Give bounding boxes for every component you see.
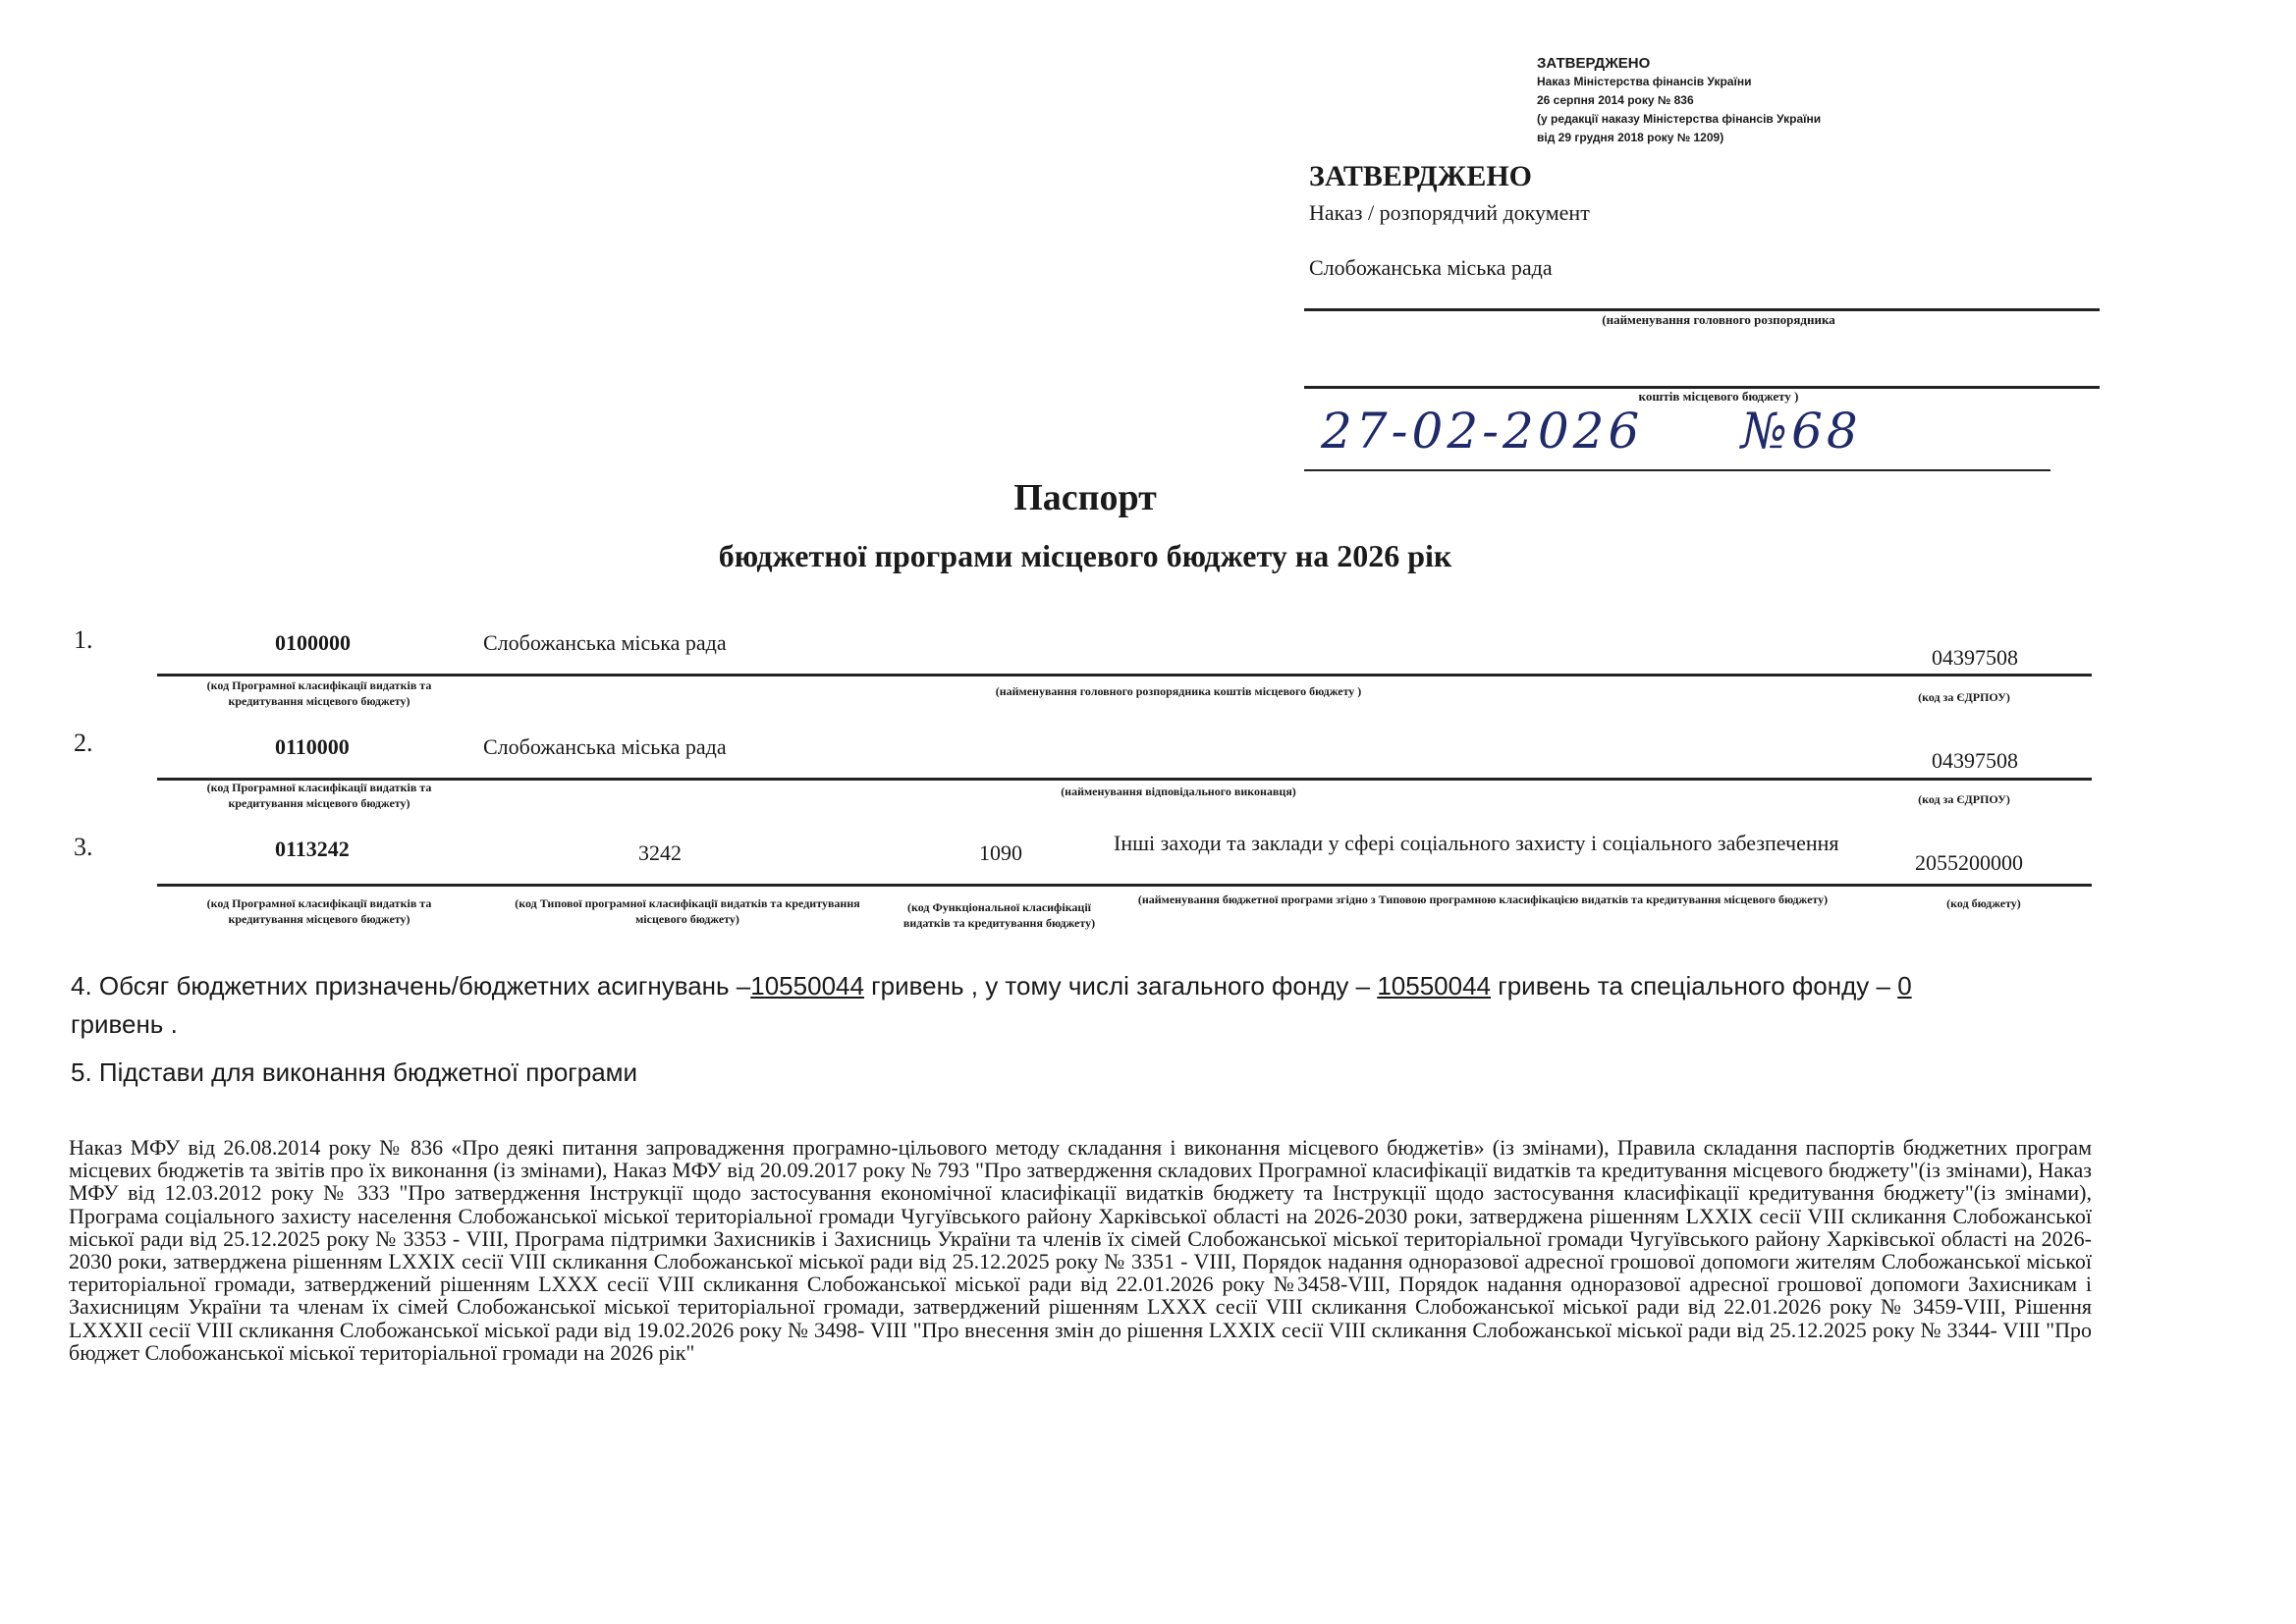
divider <box>157 884 2092 887</box>
divider <box>157 674 2092 677</box>
row-number: 3. <box>74 833 93 861</box>
functional-code: 1090 <box>979 840 1022 865</box>
section-5-title: 5. Підстави для виконання бюджетної програми <box>71 1057 638 1087</box>
caption-program-code: (код Програмної класифікації видатків та кредитування місцевого бюджету) <box>206 678 432 708</box>
section-4-suffix: гривень . <box>71 1009 178 1039</box>
typical-program-code: 3242 <box>638 840 682 865</box>
total-amount: 10550044 <box>750 971 864 1001</box>
program-code: 0113242 <box>275 837 350 861</box>
section-4-prefix: 4. Обсяг бюджетних призначень/бюджетних асигнувань – <box>71 971 751 1001</box>
special-fund-amount: 0 <box>1897 971 1912 1001</box>
manager-name: Слобожанська міська рада <box>483 630 727 655</box>
caption-manager-name: (найменування головного розпорядника коштів місцевого бюджету ) <box>995 684 1362 698</box>
caption-budget-code: (код бюджету) <box>1946 896 2021 910</box>
executor-name: Слобожанська міська рада <box>483 734 727 759</box>
caption-edrpou: (код за ЄДРПОУ) <box>1918 690 2010 704</box>
caption-executor-name: (найменування відповідального виконавця) <box>1061 785 1296 798</box>
budget-code: 2055200000 <box>1915 850 2023 875</box>
general-fund-amount: 10550044 <box>1377 971 1491 1001</box>
approval-caption: (найменування головного розпорядника <box>1602 312 1835 327</box>
row-number: 1. <box>74 625 93 654</box>
program-code: 0100000 <box>275 630 351 655</box>
stamp-line: 26 серпня 2014 року № 836 <box>1537 93 1694 107</box>
caption-program-code: (код Програмної класифікації видатків та кредитування місцевого бюджету) <box>206 896 432 926</box>
divider <box>1304 469 2050 471</box>
divider <box>1304 308 2100 311</box>
stamp-line: від 29 грудня 2018 року № 1209) <box>1537 131 1724 144</box>
handwritten-date-number: 27-02-2026 №68 <box>1321 403 1862 460</box>
caption-program-name: (найменування бюджетної програми згідно з Типовою програмною класифікацією видатків та кредитування місцевого бюджету) <box>1137 893 1829 906</box>
page-title: Паспорт <box>1013 477 1157 518</box>
section-4-text: гривень , у тому числі загального фонду – <box>863 971 1378 1001</box>
approval-org: Слобожанська міська рада <box>1309 255 1553 280</box>
section-5-body: Наказ МФУ від 26.08.2014 року № 836 «Про деякі питання запровадження програмно-цільового методу складання і виконання місцевого бюджетів» (із змінами), Правила складання паспортів бюджетних програм місцевих бюджетів та звітів про їх виконання (із змінами), Наказ МФУ від 20.09.2017 року № 793 "Про затвердження складових Програмної класифікації видатків та кредитування місцевого бюджету"(із змінами), Наказ МФУ від 12.03.2012 року № 333 "Про затвердження Інструкції щодо застосування економічної класифікації видатків бюджету та Інструкції щодо застосування класифікації кредитування бюджету"(із змінами), Програма соціального захисту населення Слобожанської міської територіальної громади Чугуївського району Харківської області на 2026-2030 роки, затверджена рішенням LXXIX сесії VIII скликання Слобожанської міської ради від 25.12.2025 року № 3353 - VIII, Програма підтримки Захисників і Захисниць України та членів їх сімей Слобожанської міської територіальної громади Чугуївського району Харківської області на 2026-2030 роки, затверджена рішенням LXXIX сесії VIII скликання Слобожанської міської ради від 25.12.2025 року № 3351 - VIII, Порядок надання одноразової адресної грошової допомоги жителям Слобожанської міської територіальної громади, затверджений рішенням LXXX сесії VIII скликання Слобожанської міської ради від 22.01.2026 року №3458-VIII, Порядок надання одноразової адресної грошової допомоги Захисникам і Захисницям України та членам їх сімей Слобожанської міської територіальної громади, затверджений рішенням LXXX сесії VIII скликання Слобожанської міської ради від 22.01.2026 року № 3459-VIII, Рішення LXXXII сесії VIII скликання Слобожанської міської ради від 19.02.2026 року № 3498- VIII "Про внесення змін до рішення LXXIX сесії VIII скликання Слобожанської міської ради від 25.12.2025 року № 3344- VIII "Про бюджет Слобожанської міської територіальної громади на 2026 рік" <box>69 1135 2092 1365</box>
section-4-text: гривень та спеціального фонду – <box>1491 971 1898 1001</box>
caption-edrpou: (код за ЄДРПОУ) <box>1918 792 2010 806</box>
edrpou-code: 04397508 <box>1932 645 2018 670</box>
caption-typical-code: (код Типової програмної класифікації видатків та кредитування місцевого бюджету) <box>515 896 860 926</box>
row-number: 2. <box>74 729 93 757</box>
approval-subtitle: Наказ / розпорядчий документ <box>1309 200 1590 225</box>
stamp-line: Наказ Міністерства фінансів України <box>1537 75 1752 88</box>
page-subtitle: бюджетної програми місцевого бюджету на 2026 рік <box>718 538 1452 573</box>
program-code: 0110000 <box>275 734 350 759</box>
program-name: Інші заходи та заклади у сфері соціального захисту і соціального забезпечення <box>1114 831 1839 855</box>
caption-functional-code: (код Функціональної класифікації видатків та кредитування бюджету) <box>902 900 1096 930</box>
stamp-line: (у редакції наказу Міністерства фінансів України <box>1537 112 1822 126</box>
official-stamp <box>1537 54 1890 147</box>
section-4-budget-volume <box>71 967 2094 1044</box>
approval-title: ЗАТВЕРДЖЕНО <box>1309 160 1532 192</box>
stamp-title: ЗАТВЕРДЖЕНО <box>1537 55 1651 72</box>
caption-program-code: (код Програмної класифікації видатків та кредитування місцевого бюджету) <box>206 781 432 810</box>
approval-caption: коштів місцевого бюджету ) <box>1638 389 1799 404</box>
edrpou-code: 04397508 <box>1932 748 2018 773</box>
